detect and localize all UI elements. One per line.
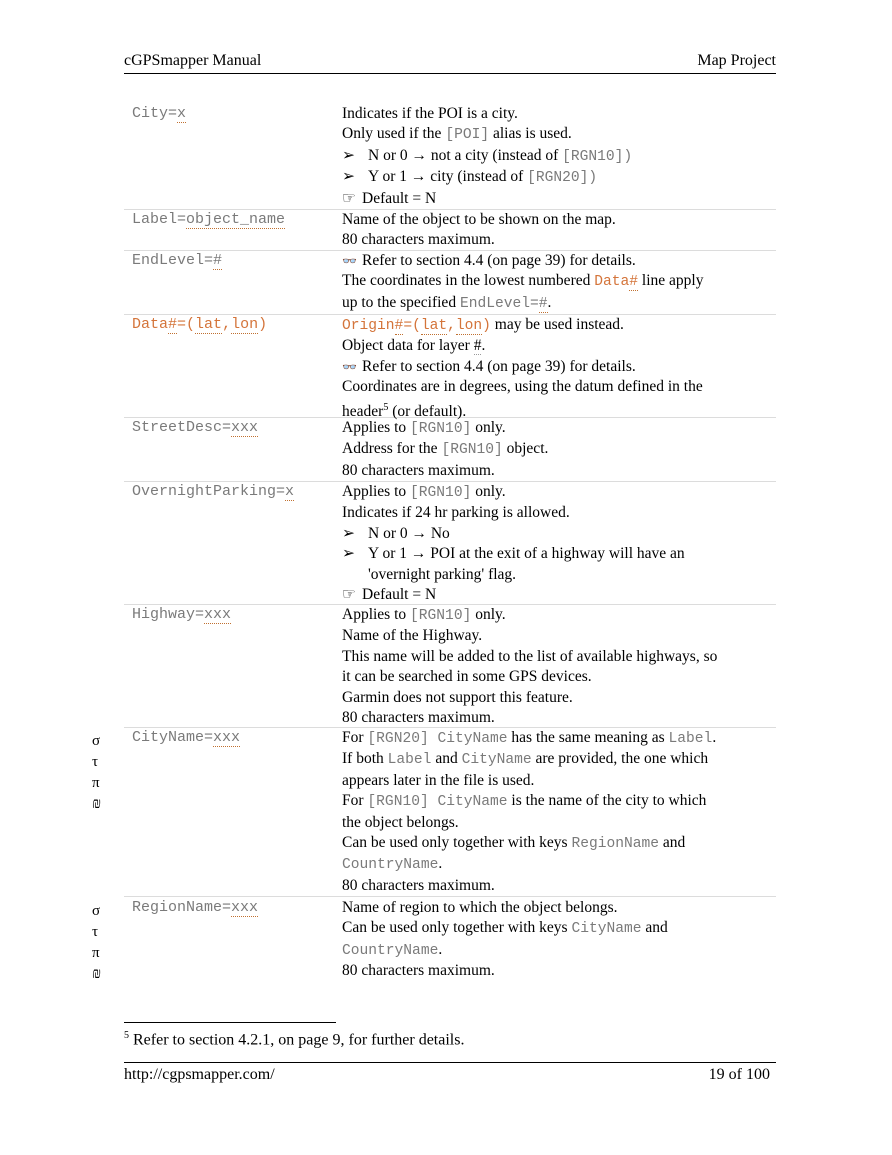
header-section: Map Project bbox=[697, 52, 776, 69]
table-row bbox=[124, 418, 776, 482]
desc-line: 80 characters maximum. bbox=[342, 461, 495, 479]
desc-line: If both Label and CityName are provided, the one which bbox=[342, 750, 709, 769]
desc-line: Garmin does not support this feature. bbox=[342, 688, 573, 706]
row-description bbox=[342, 315, 776, 422]
list-item: ➢ Y or 1 → city (instead of [RGN20]) bbox=[342, 168, 598, 187]
desc-line: Applies to [RGN10] only. bbox=[342, 606, 506, 624]
table-row bbox=[124, 251, 776, 315]
desc-line: Address for the [RGN10] object. bbox=[342, 440, 549, 459]
desc-line: appears later in the file is used. bbox=[342, 771, 535, 789]
key-data: Data#=(lat,lon) bbox=[132, 316, 268, 333]
desc-line: 80 characters maximum. bbox=[342, 709, 495, 727]
desc-line: 80 characters maximum. bbox=[342, 876, 495, 894]
page-header bbox=[124, 52, 776, 74]
desc-line: For [RGN10] CityName is the name of the city to which bbox=[342, 792, 707, 811]
desc-line: Name of the object to be shown on the map. bbox=[342, 211, 616, 228]
desc-line: Can be used only together with keys CityName and bbox=[342, 919, 668, 938]
bullet-icon: ➢ bbox=[342, 545, 355, 563]
desc-line: Name of region to which the object belongs. bbox=[342, 899, 618, 916]
desc-line: Indicates if the POI is a city. bbox=[342, 105, 518, 122]
desc-line: Origin#=(lat,lon) may be used instead. bbox=[342, 316, 624, 334]
sheqel-icon: ₪ bbox=[92, 966, 102, 982]
desc-line: Only used if the [POI] alias is used. bbox=[342, 125, 572, 144]
tau-icon: τ bbox=[92, 754, 99, 770]
desc-line: Name of the Highway. bbox=[342, 627, 483, 645]
key-label: Label=object_name bbox=[132, 211, 286, 228]
table-row bbox=[124, 728, 776, 897]
sigma-icon: σ bbox=[92, 733, 101, 749]
desc-line: CountryName. bbox=[342, 855, 443, 874]
key-highway: Highway=xxx bbox=[132, 606, 232, 623]
desc-line: up to the specified EndLevel=#. bbox=[342, 293, 552, 312]
desc-line: Applies to [RGN10] only. bbox=[342, 419, 506, 437]
key-regionname: RegionName=xxx bbox=[132, 899, 259, 916]
page-footer bbox=[124, 1062, 776, 1084]
desc-line: Indicates if 24 hr parking is allowed. bbox=[342, 504, 570, 522]
desc-line: 👓 Refer to section 4.4 (on page 39) for details. bbox=[342, 251, 776, 271]
glasses-icon: 👓 bbox=[342, 254, 357, 268]
bullet-icon: ➢ bbox=[342, 146, 355, 164]
bullet-icon: ➢ bbox=[342, 524, 355, 542]
glasses-icon: 👓 bbox=[342, 359, 357, 374]
key-city: City=x bbox=[132, 105, 187, 122]
desc-line: the object belongs. bbox=[342, 813, 459, 831]
table-row bbox=[124, 898, 776, 982]
table-row bbox=[124, 315, 776, 418]
table-row bbox=[124, 210, 776, 251]
list-item: ➢ N or 0 → not a city (instead of [RGN10]) bbox=[342, 146, 633, 165]
row-description bbox=[342, 605, 776, 728]
table-row bbox=[124, 482, 776, 605]
list-item: ➢ Y or 1 → POI at the exit of a highway will have an bbox=[342, 544, 776, 564]
row-description bbox=[342, 251, 776, 314]
row-description bbox=[342, 728, 776, 896]
desc-line: Object data for layer #. bbox=[342, 337, 486, 355]
desc-line: The coordinates in the lowest numbered Data# line apply bbox=[342, 272, 704, 291]
table-row bbox=[124, 104, 776, 210]
hand-pointer-icon: ☞ bbox=[342, 586, 356, 604]
hand-pointer-icon: ☞ bbox=[342, 189, 356, 207]
default-note: ☞ Default = N bbox=[342, 189, 776, 209]
desc-line: For [RGN20] CityName has the same meaning as Label. bbox=[342, 729, 717, 747]
desc-line: Coordinates are in degrees, using the datum defined in the bbox=[342, 378, 703, 396]
desc-line: 80 characters maximum. bbox=[342, 962, 495, 980]
desc-line: This name will be added to the list of available highways, so bbox=[342, 647, 718, 665]
desc-line: 80 characters maximum. bbox=[342, 231, 495, 249]
tau-icon: τ bbox=[92, 924, 99, 940]
row-description bbox=[342, 418, 776, 481]
page-number: 19 of 100 bbox=[708, 1066, 770, 1083]
bullet-icon: ➢ bbox=[342, 168, 355, 186]
row-description bbox=[342, 210, 776, 251]
desc-line: Can be used only together with keys RegionName and bbox=[342, 834, 686, 853]
pi-icon: π bbox=[92, 775, 100, 791]
desc-line: 👓 Refer to section 4.4 (on page 39) for details. bbox=[342, 357, 776, 377]
row-description bbox=[342, 898, 776, 982]
key-endlevel: EndLevel=# bbox=[132, 252, 223, 269]
key-overnightparking: OvernightParking=x bbox=[132, 483, 295, 500]
desc-line: Applies to [RGN10] only. bbox=[342, 483, 506, 501]
desc-line: it can be searched in some GPS devices. bbox=[342, 668, 592, 686]
list-item: ➢ N or 0 → No bbox=[342, 524, 776, 544]
desc-line: CountryName. bbox=[342, 940, 443, 959]
table-row bbox=[124, 605, 776, 728]
key-cityname: CityName=xxx bbox=[132, 729, 241, 746]
list-item-continuation: 'overnight parking' flag. bbox=[368, 565, 517, 583]
sheqel-icon: ₪ bbox=[92, 796, 102, 812]
footnote: $^5$ Refer to section 4.2.1, on page 9, for further details. bbox=[124, 1030, 465, 1049]
desc-line: header$^5$ (or default). bbox=[342, 401, 467, 420]
side-symbols bbox=[92, 901, 112, 985]
row-description bbox=[342, 104, 776, 209]
footnote-separator bbox=[124, 1022, 336, 1023]
footer-url[interactable]: http://cgpsmapper.com/ bbox=[124, 1066, 275, 1083]
key-streetdesc: StreetDesc=xxx bbox=[132, 419, 259, 436]
sigma-icon: σ bbox=[92, 903, 101, 919]
row-description bbox=[342, 482, 776, 605]
header-title: cGPSmapper Manual bbox=[124, 52, 262, 69]
default-note: ☞ Default = N bbox=[342, 585, 776, 605]
side-symbols bbox=[92, 731, 112, 815]
pi-icon: π bbox=[92, 945, 100, 961]
